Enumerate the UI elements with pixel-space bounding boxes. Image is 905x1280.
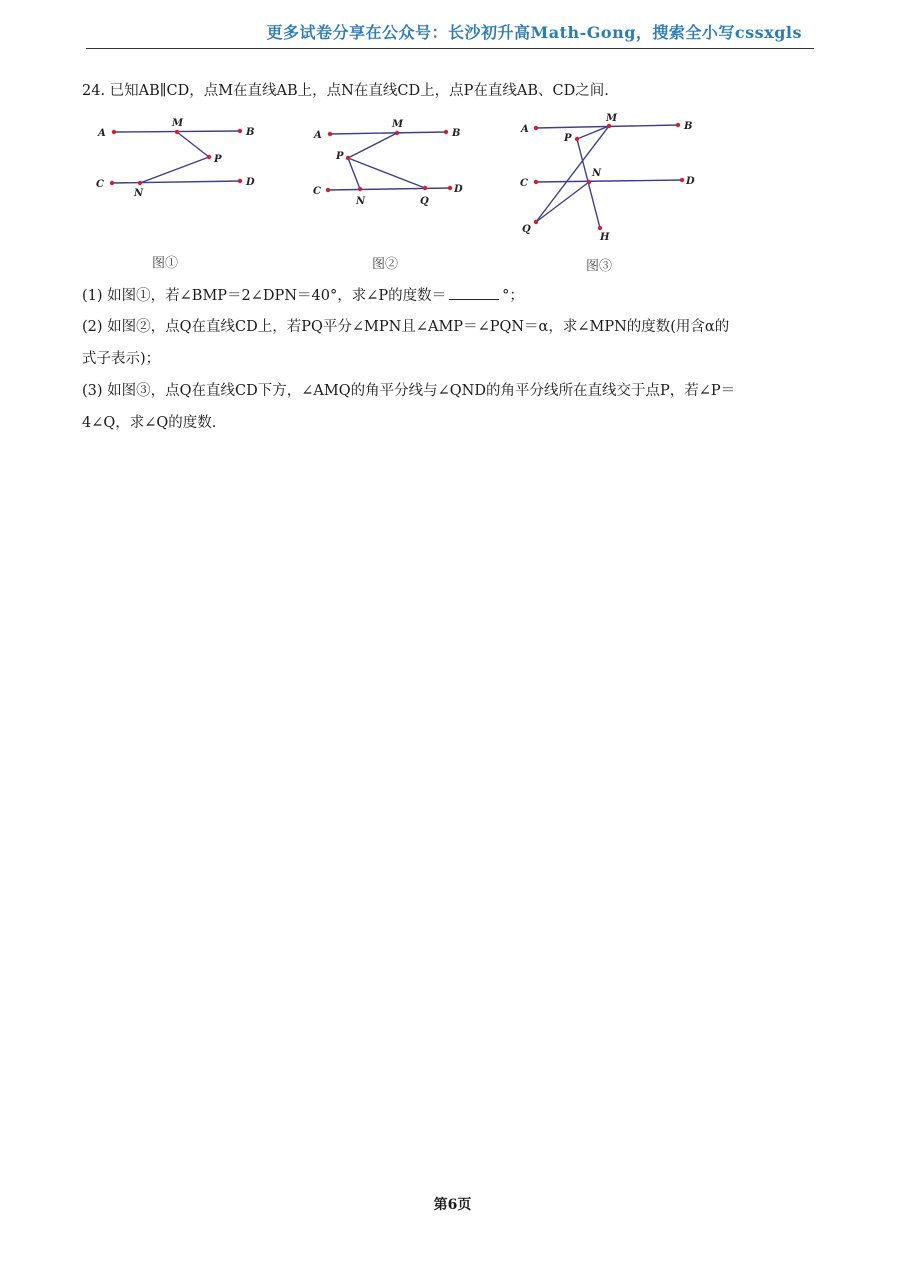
fig3-label-m: M <box>606 113 618 124</box>
fig2-label-m: M <box>392 119 404 130</box>
fig2-label-n: N <box>356 196 366 207</box>
fig1-label-n: N <box>134 188 144 199</box>
question-24 <box>82 80 822 102</box>
fig1-label-a: A <box>98 128 106 139</box>
figure-3-diagram <box>516 110 706 240</box>
figure-1-caption: 图① <box>152 256 179 271</box>
subquestion-3-line-2: 4∠Q，求∠Q的度数. <box>82 415 217 431</box>
answer-blank <box>449 285 499 300</box>
subquestion-2-line-2: 式子表示)； <box>82 351 161 367</box>
page-header: 更多试卷分享在公众号：长沙初升高Math-Gong，搜索全小写cssxgls <box>266 23 802 42</box>
subquestion-2-line-1: (2) 如图②，点Q在直线CD上，若PQ平分∠MPN且∠AMP＝∠PQN＝α，求∠MPN的度数(用含α的 <box>82 319 730 335</box>
figure-2-diagram <box>308 116 478 211</box>
figure-2-caption: 图② <box>372 257 399 272</box>
header-divider <box>86 48 814 49</box>
fig3-label-b: B <box>684 121 693 132</box>
fig3-label-p: P <box>564 133 572 144</box>
fig2-label-q: Q <box>420 196 429 207</box>
page-number: 第6页 <box>433 1197 472 1213</box>
fig1-label-p: P <box>214 154 222 165</box>
fig1-label-m: M <box>172 118 184 129</box>
fig2-label-a: A <box>314 130 322 141</box>
subquestion-1-text: (1) 如图①，若∠BMP＝2∠DPN＝40°，求∠P的度数＝ <box>82 288 447 304</box>
fig1-label-b: B <box>246 127 255 138</box>
fig3-label-h: H <box>600 232 610 240</box>
fig3-label-a: A <box>521 124 529 135</box>
subquestion-1 <box>82 280 822 312</box>
fig2-label-p: P <box>336 151 344 162</box>
fig1-label-c: C <box>96 179 104 190</box>
figure-1 <box>92 110 262 271</box>
fig3-label-n: N <box>592 168 602 179</box>
question-stem: 24. 已知AB∥CD，点M在直线AB上，点N在直线CD上，点P在直线AB、CD之间. <box>82 83 609 99</box>
figure-3 <box>516 110 706 274</box>
fig2-label-c: C <box>313 186 321 197</box>
subquestion-2 <box>82 311 822 375</box>
subquestion-1-tail: °； <box>502 288 524 304</box>
figure-3-caption: 图③ <box>586 259 613 274</box>
fig2-label-d: D <box>454 184 463 195</box>
figure-2 <box>308 116 478 272</box>
fig1-label-d: D <box>246 177 255 188</box>
subquestion-3-line-1: (3) 如图③，点Q在直线CD下方，∠AMQ的角平分线与∠QND的角平分线所在直线交于点P，若∠P＝ <box>82 383 736 399</box>
figures <box>82 110 822 280</box>
fig2-label-b: B <box>452 128 461 139</box>
fig3-label-d: D <box>686 176 695 187</box>
figure-1-diagram <box>92 110 262 200</box>
fig3-label-q: Q <box>522 224 531 235</box>
fig3-label-c: C <box>520 178 528 189</box>
subquestion-3 <box>82 375 822 439</box>
